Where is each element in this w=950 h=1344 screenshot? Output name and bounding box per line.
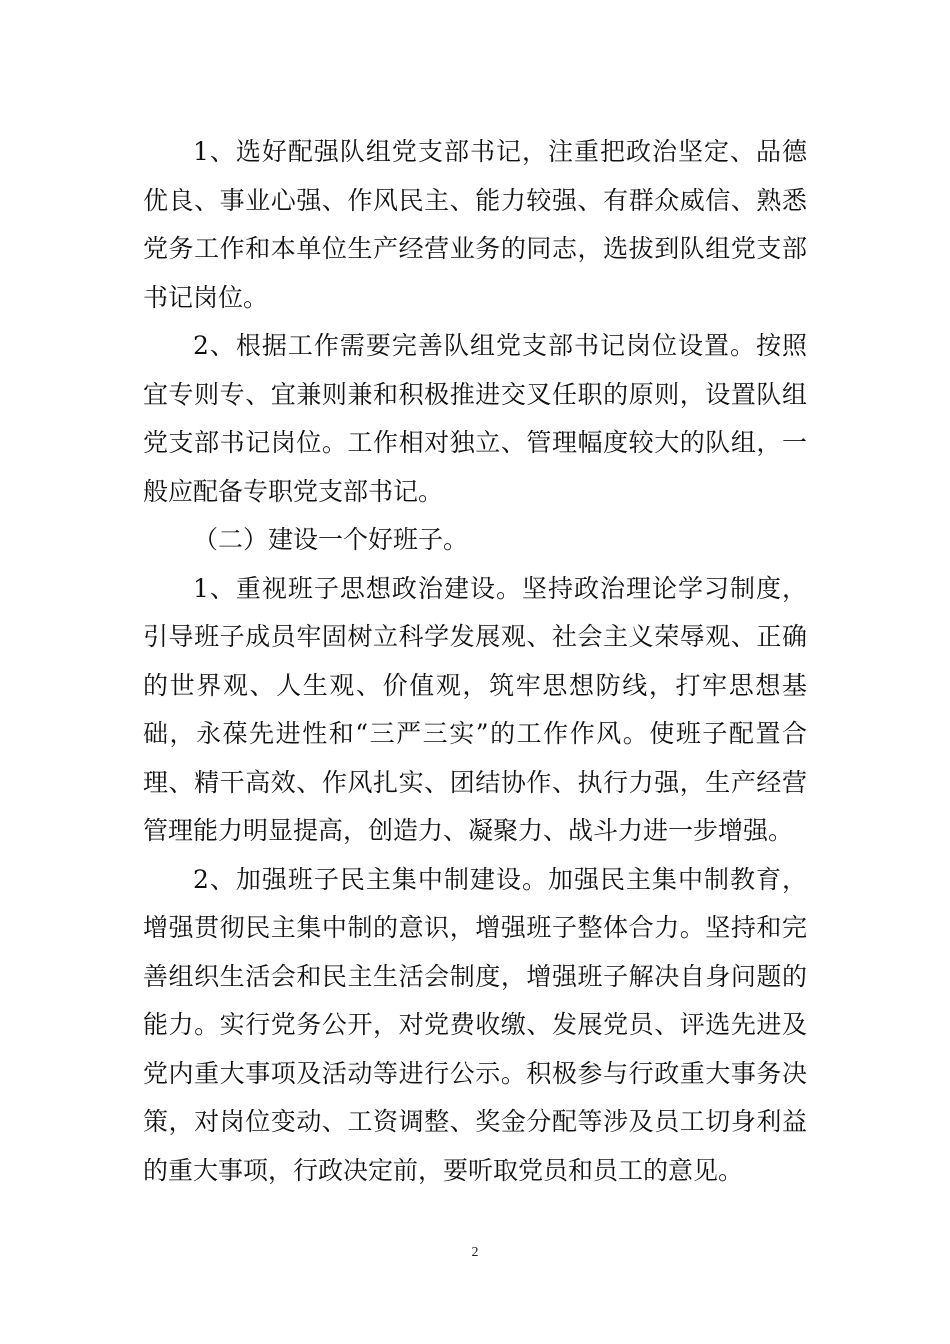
document-body	[143, 128, 807, 1195]
page-number: 2	[471, 1245, 479, 1260]
paragraph-democratic-centralism: 2、加强班子民主集中制建设。加强民主集中制教育，增强贯彻民主集中制的意识，增强班子整体合力。坚持和完善组织生活会和民主生活会制度，增强班子解决自身问题的能力。实行党务公开，对党费收缴、发展党员、评选先进及党内重大事项及活动等进行公示。积极参与行政重大事务决策，对岗位变动、工资调整、奖金分配等涉及员工切身利益的重大事项，行政决定前，要听取党员和员工的意见。	[143, 864, 807, 1185]
section-heading-good-team: （二）建设一个好班子。	[193, 525, 469, 554]
paragraph-ideological-building: 1、重视班子思想政治建设。坚持政治理论学习制度，引导班子成员牢固树立科学发展观、社会主义荣辱观、正确的世界观、人生观、价值观，筑牢思想防线，打牢思想基础，永葆先进性和“三严三实”的工作作风。使班子配置合理、精干高效、作风扎实、团结协作、执行力强，生产经营管理能力明显提高，创造力、凝聚力、战斗力进一步增强。	[143, 573, 807, 845]
paragraph-select-secretary: 1、选好配强队组党支部书记，注重把政治坚定、品德优良、事业心强、作风民主、能力较强、有群众威信、熟悉党务工作和本单位生产经营业务的同志，选拔到队组党支部书记岗位。	[143, 137, 807, 312]
paragraph-position-setup: 2、根据工作需要完善队组党支部书记岗位设置。按照宜专则专、宜兼则兼和积极推进交叉任职的原则，设置队组党支部书记岗位。工作相对独立、管理幅度较大的队组，一般应配备专职党支部书记。	[143, 331, 807, 506]
